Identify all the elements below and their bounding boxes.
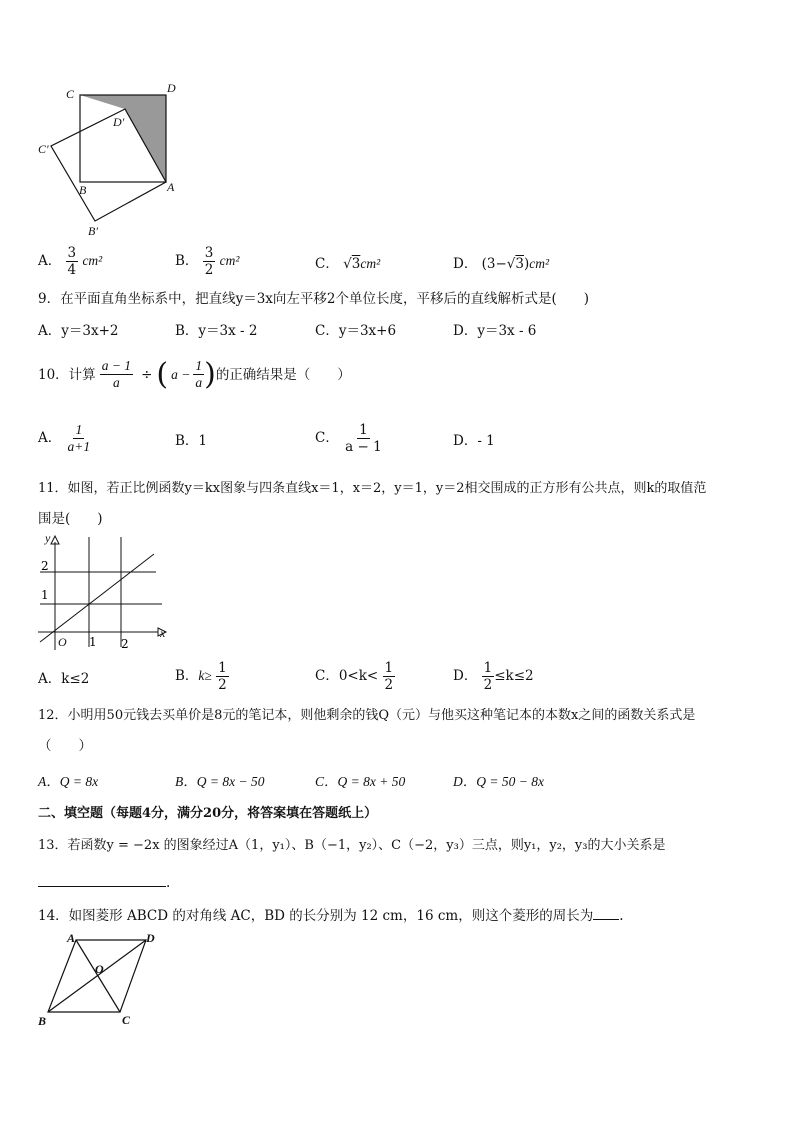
q10-suffix: 的正确结果是（ ）	[215, 366, 351, 383]
denominator: 2	[218, 677, 227, 693]
q13-answer-line	[38, 872, 170, 892]
label-D: D	[167, 81, 176, 95]
q13-stem: 13．若函数y = −2x 的图象经过A（1，y₁）、B（−1，y₂）、C（−2，y₃）三点，则y₁，y₂，y₃的大小关系是	[38, 838, 666, 853]
fraction	[203, 245, 216, 278]
q8-option-a	[38, 245, 102, 278]
denominator: a − 1	[345, 439, 382, 455]
fraction	[343, 422, 384, 455]
inequality-pre: k≥	[198, 668, 212, 683]
q10-option-c	[315, 422, 384, 455]
diagonal-bd	[48, 940, 146, 1012]
fraction	[66, 245, 79, 278]
q11-option-c	[315, 660, 395, 693]
option-key: A．	[38, 253, 62, 269]
sqrt-symbol: √3	[506, 256, 524, 272]
numerator: 1	[195, 358, 203, 373]
q9-stem: 9．在平面直角坐标系中，把直线y＝3x向左平移2个单位长度，平移后的直线解析式是( )	[38, 291, 590, 307]
q10-option-a	[38, 422, 92, 455]
q10-stem	[38, 358, 351, 391]
q10-option-b: B．1	[175, 433, 208, 449]
label-C: C	[66, 87, 75, 101]
label-D: D	[146, 931, 155, 945]
expr-pre: (3−	[481, 256, 507, 272]
denominator: 2	[483, 677, 493, 693]
q8-option-b	[175, 245, 239, 278]
q11-option-a: A．k≤2	[38, 671, 90, 687]
q12-option-d: D．Q = 50 − 8x	[453, 774, 544, 789]
numerator: 1	[359, 422, 368, 438]
q12-option-b: B．Q = 8x − 50	[175, 774, 265, 789]
unit: cm²	[529, 256, 550, 271]
q11-option-d	[453, 660, 534, 693]
label-D-prime: D′	[113, 115, 125, 129]
q12-stem-line1: 12．小明用50元钱去买单价是8元的笔记本，则他剩余的钱Q（元）与他买这种笔记本的本数x之间的函数关系式是	[38, 708, 696, 723]
sqrt-symbol: √3	[343, 256, 361, 272]
unit: cm²	[82, 253, 103, 268]
label-O: O	[95, 962, 104, 976]
q11-graph	[30, 532, 175, 654]
numerator: 1	[483, 660, 493, 676]
label-y-2: 2	[41, 559, 49, 573]
label-x-axis: x	[160, 626, 166, 640]
denominator: a	[195, 375, 203, 390]
fraction	[482, 660, 495, 693]
answer-blank[interactable]	[38, 872, 166, 887]
denominator: 2	[384, 677, 394, 693]
option-key: C．	[315, 256, 339, 272]
q12-stem-line2: （ ）	[38, 738, 92, 754]
proportional-line	[40, 554, 154, 642]
q12-option-a: A．Q = 8x	[38, 774, 99, 789]
q10-fraction-2	[193, 358, 204, 391]
denominator: a+1	[67, 439, 91, 454]
radicand: 3	[351, 256, 361, 272]
label-A: A	[167, 180, 175, 194]
shaded-region	[80, 95, 166, 182]
unit: cm²	[219, 253, 240, 268]
q10-prefix: 10．计算	[38, 366, 96, 383]
option-key: B．	[175, 253, 199, 269]
q8-option-c	[315, 255, 380, 273]
label-B: B	[79, 183, 87, 197]
label-origin: O	[58, 635, 67, 649]
period: .	[619, 908, 624, 924]
q9-option-b: B．y＝3x - 2	[175, 323, 258, 339]
fraction	[216, 660, 229, 693]
answer-blank[interactable]	[593, 905, 619, 920]
q11-option-b	[175, 660, 229, 693]
unit: cm²	[360, 256, 381, 271]
numerator: 1	[75, 422, 83, 437]
q14-stem	[38, 905, 624, 925]
q11-stem-line2: 围是( )	[38, 511, 103, 527]
q11-stem-line1: 11．如图，若正比例函数y＝kx图象与四条直线x＝1，x＝2，y＝1，y＝2相交围成的正方形有公共点，则k的取值范	[38, 481, 707, 496]
denominator: a	[113, 375, 120, 390]
option-key: C．	[315, 668, 339, 684]
denominator: 2	[204, 262, 214, 278]
fraction	[66, 422, 93, 455]
right-paren: )	[204, 356, 216, 392]
label-x-2: 2	[121, 637, 129, 651]
label-C: C	[122, 1013, 131, 1027]
label-y-axis: y	[45, 531, 51, 545]
option-key: D．	[453, 256, 478, 272]
q14-figure	[34, 930, 164, 1030]
option-key: B．	[175, 668, 199, 684]
period: .	[166, 875, 171, 891]
radicand: 3	[515, 256, 524, 272]
label-C-prime: C′	[38, 142, 49, 156]
left-paren: (	[156, 356, 169, 392]
option-key: C．	[315, 430, 339, 446]
q9-option-a: A．y＝3x+2	[38, 323, 119, 339]
q8-option-d	[453, 255, 549, 273]
numerator: 1	[218, 660, 227, 676]
denominator: 4	[67, 262, 77, 278]
q10-paren-term: a −	[171, 366, 191, 382]
inequality-post: ≤k≤2	[494, 668, 534, 684]
q9-option-d: D．y＝3x - 6	[453, 323, 537, 339]
numerator: 3	[204, 245, 214, 261]
numerator: a − 1	[101, 358, 132, 373]
q9-option-c: C．y＝3x+6	[315, 323, 397, 339]
fraction	[383, 660, 396, 693]
label-A: A	[67, 931, 76, 945]
label-B: B	[38, 1014, 47, 1028]
divide-sign: ÷	[141, 366, 153, 383]
label-B-prime: B′	[88, 224, 98, 238]
option-key: D．	[453, 668, 478, 684]
option-key: A．	[38, 430, 62, 446]
q10-option-d: D．- 1	[453, 433, 495, 449]
section-heading: 二、填空题（每题4分，满分20分，将答案填在答题纸上）	[38, 806, 378, 821]
numerator: 1	[384, 660, 394, 676]
inequality-pre: 0<k<	[338, 668, 379, 684]
numerator: 3	[67, 245, 77, 261]
q8-figure	[30, 78, 190, 238]
expr-post: )	[524, 256, 530, 272]
label-x-1: 1	[89, 635, 97, 649]
q14-text: 14．如图菱形 ABCD 的对角线 AC，BD 的长分别为 12 cm，16 cm，则这个菱形的周长为	[38, 908, 594, 924]
q10-fraction-1	[100, 358, 133, 391]
q12-option-c: C．Q = 8x + 50	[315, 774, 406, 789]
label-y-1: 1	[41, 588, 49, 602]
